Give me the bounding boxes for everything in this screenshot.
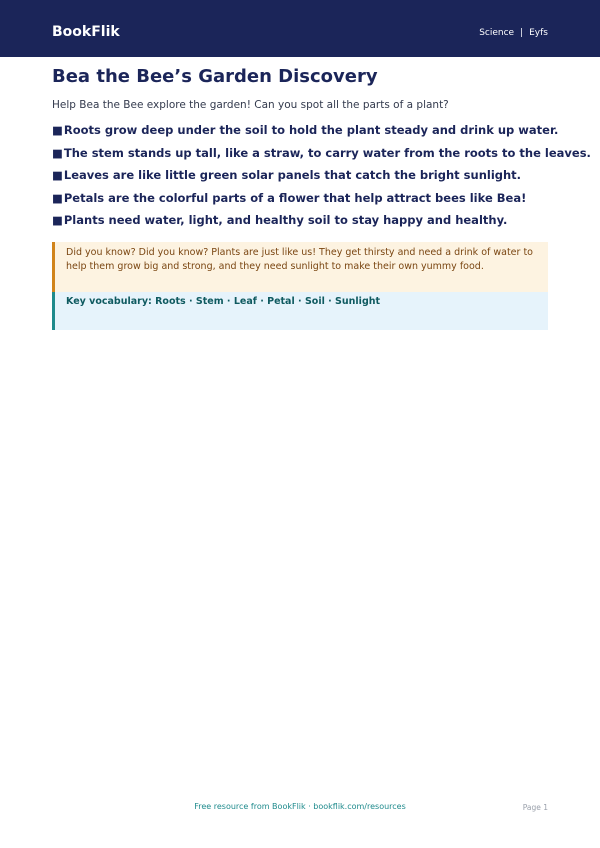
plant-facts-list: [52, 122, 591, 235]
bullet-square-icon: ■: [52, 190, 63, 205]
list-item: [52, 122, 559, 145]
list-item: [52, 190, 552, 213]
bullet-square-icon: ■: [52, 145, 63, 160]
header-bar: [0, 0, 600, 57]
bullet-square-icon: ■: [52, 213, 63, 227]
list-item-text: Leaves are like little green solar panels that catch the bright sunlight.: [63, 168, 522, 182]
key-vocabulary-box: Key vocabulary: Roots · Stem · Leaf · Petal · Soil · Sunlight: [52, 292, 548, 330]
page-title: Bea the Bee’s Garden Discovery: [52, 66, 378, 87]
did-you-know-box: Did you know? Did you know? Plants are just like us! They get thirsty and need a drink of water to help them grow big and strong, and they need sunlight to make their own yummy food.: [52, 242, 548, 292]
brand-logo[interactable]: BookFlik: [52, 24, 120, 40]
breadcrumb-separator: |: [520, 28, 524, 38]
level-label[interactable]: Eyfs: [529, 28, 548, 38]
subject-label[interactable]: Science: [479, 28, 515, 38]
list-item-text: Plants need water, light, and healthy soil to stay happy and healthy.: [63, 213, 508, 227]
footer-resource-link[interactable]: Free resource from BookFlik · bookflik.com/resources: [194, 802, 406, 811]
list-item-text: The stem stands up tall, like a straw, to carry water from the roots to the leaves.: [63, 145, 591, 160]
breadcrumb: [479, 28, 548, 38]
list-item: [52, 212, 552, 235]
intro-text: Help Bea the Bee explore the garden! Can you spot all the parts of a plant?: [52, 99, 449, 111]
bullet-square-icon: ■: [52, 168, 63, 182]
bullet-square-icon: ■: [52, 123, 63, 137]
list-item-text: Roots grow deep under the soil to hold the plant steady and drink up water.: [63, 123, 559, 137]
page-number: Page 1: [522, 803, 548, 812]
list-item-text: Petals are the colorful parts of a flower that help attract bees like Bea!: [63, 190, 527, 205]
list-item: [52, 145, 591, 168]
list-item: [52, 167, 552, 190]
